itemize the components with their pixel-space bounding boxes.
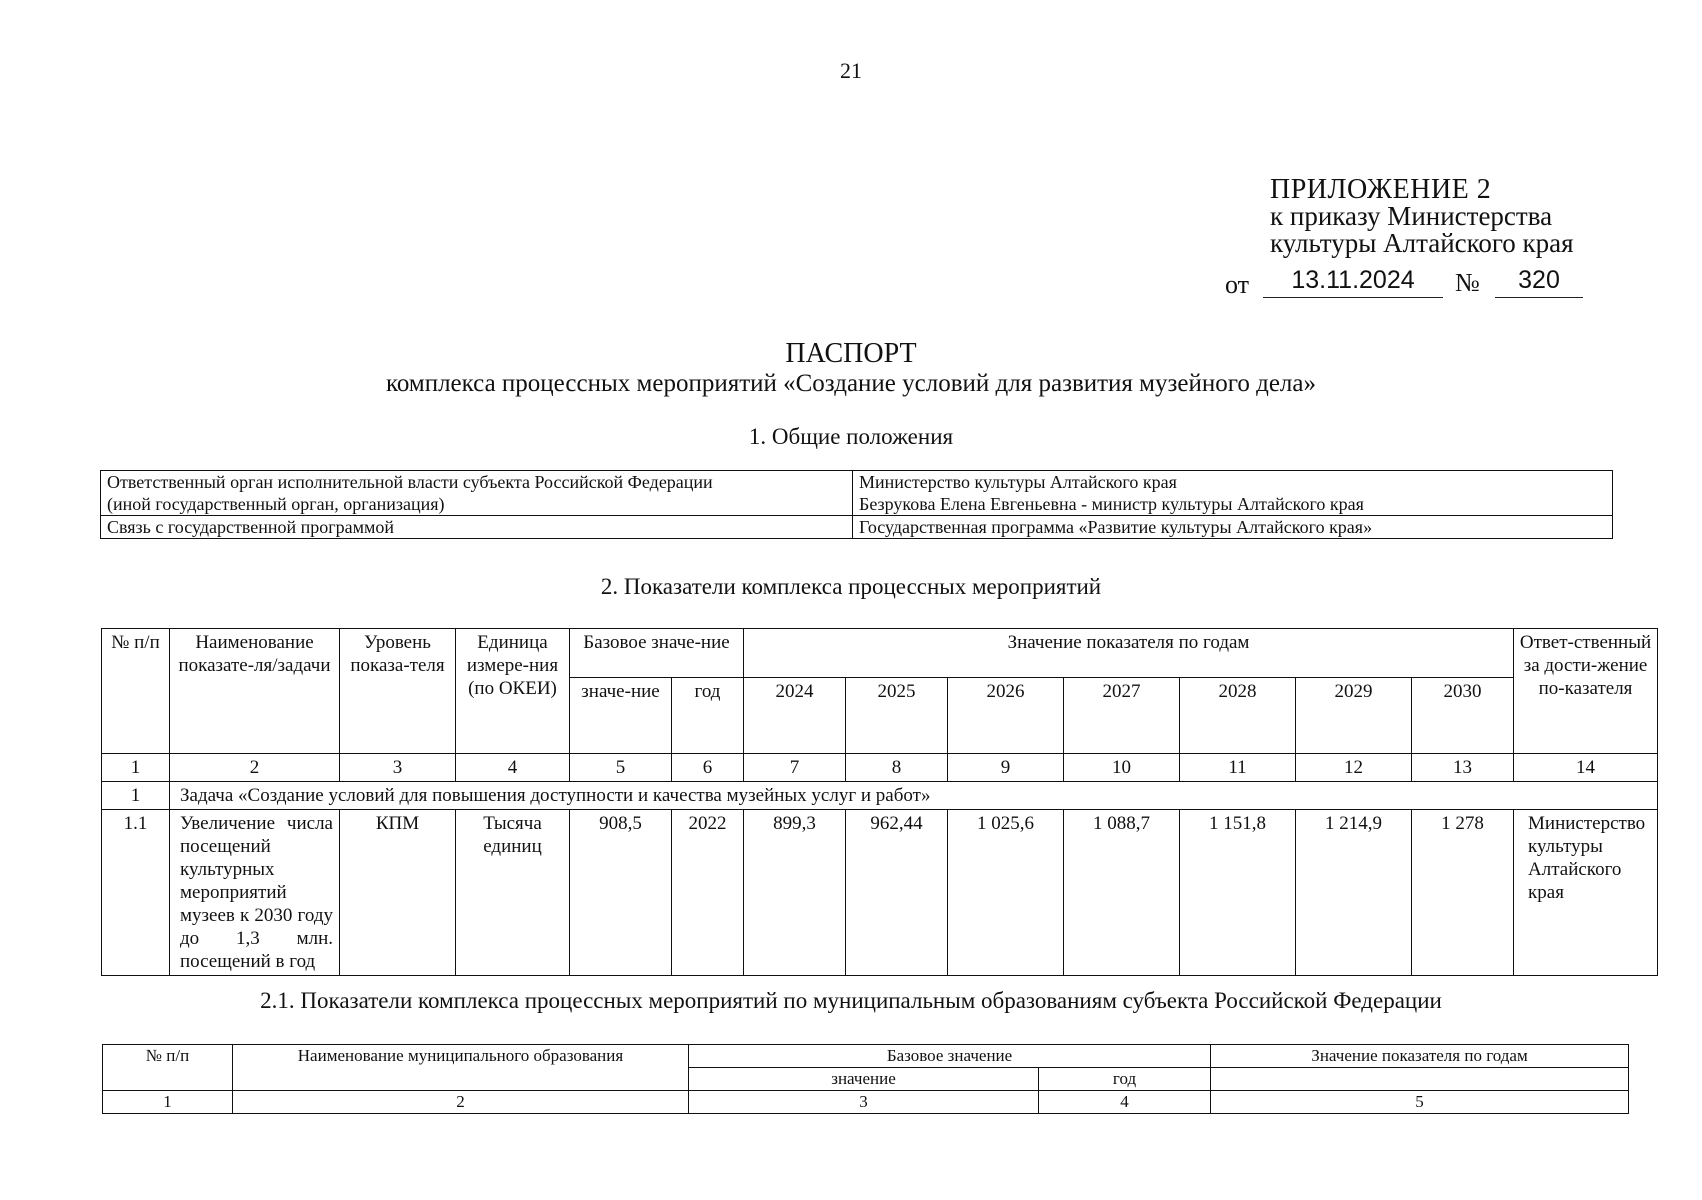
appendix-block [1270,176,1574,257]
header-unit: Единица измере-ния (по ОКЕИ) [456,629,570,754]
column-number: 6 [672,754,744,782]
column-number: 13 [1412,754,1514,782]
indicator-base-year: 2022 [672,810,744,976]
task-row [102,782,1658,810]
column-number: 5 [570,754,672,782]
cell-text: Министерство культуры Алтайского края [859,472,1177,492]
table-row [101,516,1613,539]
column-number: 1 [102,754,170,782]
indicator-num: 1.1 [102,810,170,976]
table-cell: Государственная программа «Развитие культуры Алтайского края» [853,516,1613,539]
header-year: 2026 [948,678,1064,754]
task-text: Задача «Создание условий для повышения доступности и качества музейных услуг и работ» [170,782,1658,810]
header-name: Наименование муниципального образования [233,1045,689,1091]
header-row [102,629,1658,678]
column-number: 14 [1514,754,1658,782]
appendix-title: ПРИЛОЖЕНИЕ 2 [1270,174,1492,205]
indicator-name: Увеличение числа посещений культурных мероприятий музеев к 2030 году до 1,3 млн. посещений в год [170,810,340,976]
header-base-value: значение [689,1068,1039,1091]
order-date-line [1225,266,1585,302]
section-2-heading: 2. Показатели комплекса процессных мероприятий [600,574,1102,599]
number-prefix: № [1455,268,1480,297]
indicator-unit: Тысяча единиц [456,810,570,976]
cell-text: (иной государственный орган, организация) [107,494,445,514]
header-level: Уровень показа-теля [340,629,456,754]
indicator-value-2027: 1 088,7 [1064,810,1180,976]
header-name: Наименование показате-ля/задачи [170,629,340,754]
cell-text: Ответственный орган исполнительной власти субъекта Российской Федерации [107,472,713,492]
indicator-value-2025: 962,44 [846,810,948,976]
table-cell: Связь с государственной программой [101,516,853,539]
column-number: 2 [233,1091,689,1114]
column-number: 8 [846,754,948,782]
header-base-year: год [672,678,744,754]
municipal-indicators-table [102,1044,1629,1114]
column-number: 4 [456,754,570,782]
column-number-row [103,1091,1629,1114]
column-number-row [102,754,1658,782]
column-number: 12 [1296,754,1412,782]
indicator-value-2028: 1 151,8 [1180,810,1296,976]
header-by-years: Значение показателя по годам [1211,1045,1629,1068]
section-1-heading: 1. Общие положения [748,424,954,449]
indicator-level: КПМ [340,810,456,976]
column-number: 5 [1211,1091,1629,1114]
header-base-value: значе-ние [570,678,672,754]
column-number: 4 [1039,1091,1211,1114]
passport-title: ПАСПОРТ [785,338,917,369]
header-year: 2024 [744,678,846,754]
page-number: 21 [840,58,862,83]
column-number: 3 [340,754,456,782]
indicator-value-2026: 1 025,6 [948,810,1064,976]
indicator-value-2030: 1 278 [1412,810,1514,976]
date-prefix: от [1225,270,1250,299]
indicator-base-value: 908,5 [570,810,672,976]
column-number: 1 [103,1091,233,1114]
indicator-value-2029: 1 214,9 [1296,810,1412,976]
header-by-years: Значение показателя по годам [744,629,1514,678]
header-num: № п/п [103,1045,233,1091]
passport-subtitle: комплекса процессных мероприятий «Создание условий для развития музейного дела» [385,370,1317,397]
header-years-empty [1211,1068,1629,1091]
header-num: № п/п [102,629,170,754]
header-year: 2029 [1296,678,1412,754]
header-base: Базовое значение [689,1045,1211,1068]
order-date: 13.11.2024 [1263,266,1443,298]
indicator-responsible: Министерство культуры Алтайского края [1514,810,1658,976]
header-year: 2028 [1180,678,1296,754]
header-base: Базовое значе-ние [570,629,744,678]
appendix-line-1: к приказу Министерства [1270,201,1553,231]
indicator-row [102,810,1658,976]
column-number: 2 [170,754,340,782]
column-number: 3 [689,1091,1039,1114]
section-2-1-heading: 2.1. Показатели комплекса процессных мероприятий по муниципальным образованиям субъекта Российской Федерации [260,988,1442,1013]
table-cell [853,471,1613,516]
cell-text: Безрукова Елена Евгеньевна - министр культуры Алтайского края [859,494,1364,514]
column-number: 9 [948,754,1064,782]
header-year: 2027 [1064,678,1180,754]
table-cell [101,471,853,516]
general-provisions-table [100,470,1613,539]
indicator-value-2024: 899,3 [744,810,846,976]
header-responsible: Ответ-ственный за дости-жение по-казателя [1514,629,1658,754]
header-year: 2025 [846,678,948,754]
task-num: 1 [102,782,170,810]
appendix-line-2: культуры Алтайского края [1270,228,1574,258]
column-number: 10 [1064,754,1180,782]
order-number: 320 [1495,266,1583,298]
table-row [101,471,1613,516]
header-base-year: год [1039,1068,1211,1091]
column-number: 7 [744,754,846,782]
column-number: 11 [1180,754,1296,782]
header-row [103,1045,1629,1068]
header-year: 2030 [1412,678,1514,754]
indicators-table [101,628,1658,976]
